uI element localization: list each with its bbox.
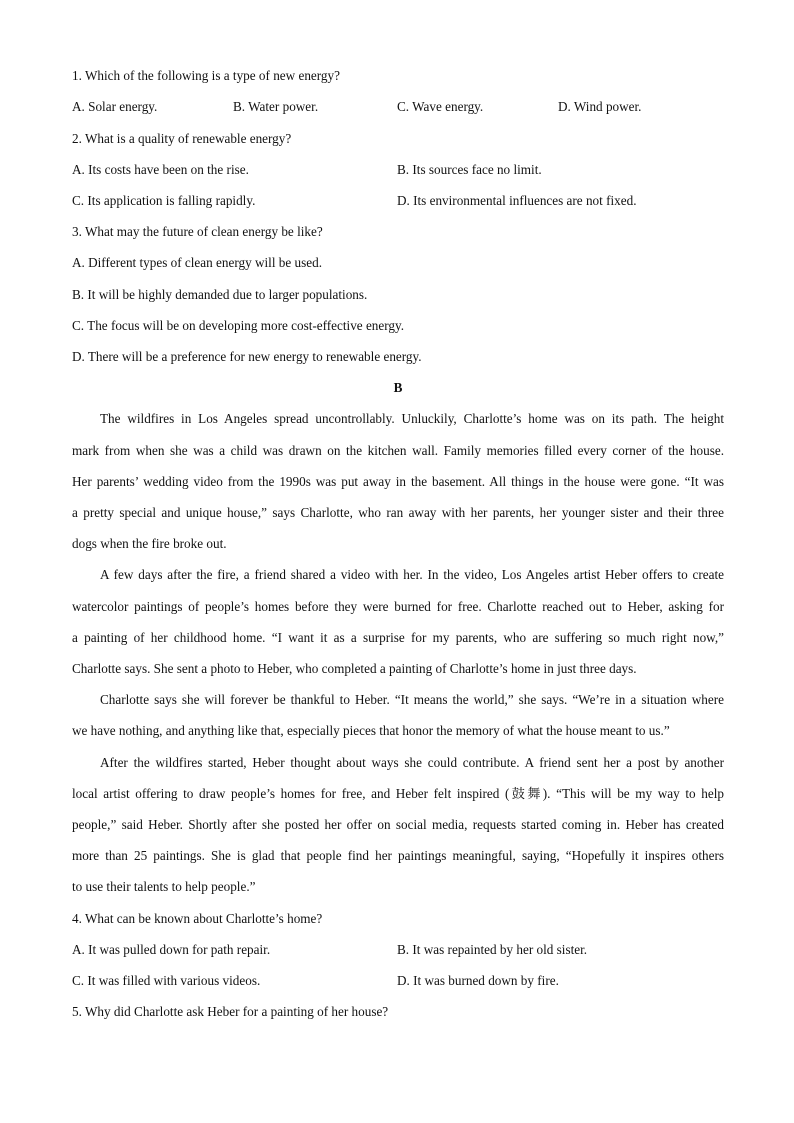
passage-line: people,” said Heber. Shortly after she posted her offer on social media, requests started coming in. Heber has created [72,817,724,832]
passage-line: Charlotte says she will forever be thankful to Heber. “It means the world,” she says. “We’re in a situation where [100,692,724,707]
q4-option-b: B. It was repainted by her old sister. [397,942,588,957]
q3-option-c: C. The focus will be on developing more cost-effective energy. [72,318,405,333]
q4-option-c: C. It was filled with various videos. [72,973,261,988]
section-heading: B [393,380,403,395]
passage-line: mark from when she was a child was drawn on the kitchen wall. Family memories filled every corner of the house. [72,443,724,458]
q2-option-c: C. Its application is falling rapidly. [72,193,256,208]
q4-option-a: A. It was pulled down for path repair. [72,942,271,957]
q2-option-a: A. Its costs have been on the rise. [72,162,249,177]
passage-line: local artist offering to draw people’s homes for free, and Heber felt inspired (鼓舞). “This will be my way to help [72,786,724,801]
q1-option-c: C. Wave energy. [397,99,484,114]
question-2: 2. What is a quality of renewable energy? [72,131,292,146]
passage-line: to use their talents to help people.” [72,879,256,894]
passage-line: a painting of her childhood home. “I want it as a surprise for my parents, who are suffering so much right now,” [72,630,724,645]
passage-line: After the wildfires started, Heber thought about ways she could contribute. A friend sent her a post by another [100,755,724,770]
passage-line: watercolor paintings of people’s homes before they were burned for free. Charlotte reached out to Heber, asking for [72,599,724,614]
q2-option-d: D. Its environmental influences are not fixed. [397,193,637,208]
q3-option-b: B. It will be highly demanded due to larger populations. [72,287,368,302]
passage-line: Charlotte says. She sent a photo to Heber, who completed a painting of Charlotte’s home in just three days. [72,661,637,676]
passage-line: The wildfires in Los Angeles spread uncontrollably. Unluckily, Charlotte’s home was on its path. The height [100,411,724,426]
q3-option-a: A. Different types of clean energy will be used. [72,255,322,270]
question-5: 5. Why did Charlotte ask Heber for a painting of her house? [72,1004,389,1019]
passage-line: Her parents’ wedding video from the 1990s was put away in the basement. All things in the house were gone. “It was [72,474,724,489]
question-3: 3. What may the future of clean energy be like? [72,224,323,239]
q2-option-b: B. Its sources face no limit. [397,162,542,177]
q1-option-b: B. Water power. [233,99,319,114]
q3-option-d: D. There will be a preference for new energy to renewable energy. [72,349,422,364]
q4-option-d: D. It was burned down by fire. [397,973,559,988]
q1-option-d: D. Wind power. [558,99,642,114]
question-1: 1. Which of the following is a type of new energy? [72,68,340,83]
question-4: 4. What can be known about Charlotte’s home? [72,911,323,926]
q1-option-a: A. Solar energy. [72,99,158,114]
passage-line: we have nothing, and anything like that, especially pieces that honor the memory of what the house meant to us.” [72,723,670,738]
passage-line: a pretty special and unique house,” says Charlotte, who ran away with her parents, her younger sister and their three [72,505,724,520]
passage-line: dogs when the fire broke out. [72,536,227,551]
passage-line: A few days after the fire, a friend shared a video with her. In the video, Los Angeles artist Heber offers to create [100,567,724,582]
passage-line: more than 25 paintings. She is glad that people find her paintings meaningful, saying, “Hopefully it inspires others [72,848,724,863]
